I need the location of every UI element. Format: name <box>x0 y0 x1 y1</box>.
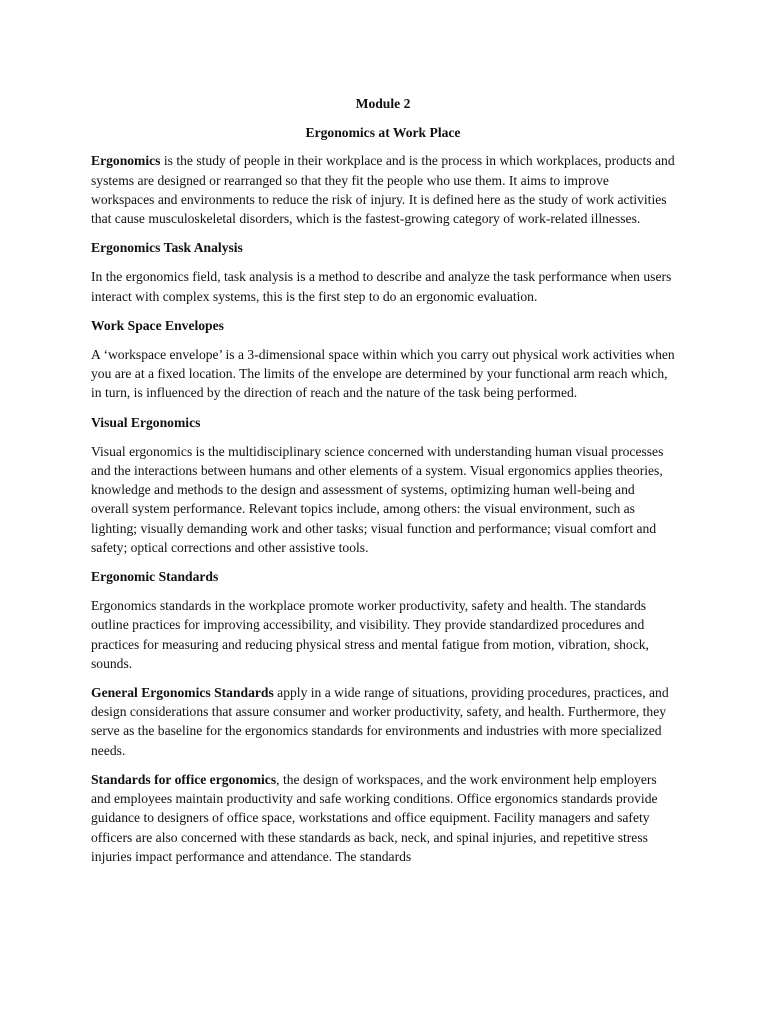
document-title: Ergonomics at Work Place <box>305 125 461 141</box>
intro-paragraph <box>91 151 675 228</box>
general-standards-lead-term: General Ergonomics Standards <box>91 685 274 701</box>
work-space-heading: Work Space Envelopes <box>91 317 224 333</box>
intro-lead-term: Ergonomics <box>91 153 161 169</box>
document-body <box>91 94 675 876</box>
ergonomic-standards-paragraph: Ergonomics standards in the workplace promote worker productivity, safety and health. The standards outline practices for improving accessibility, and visibility. They provide standardized procedures and practices for measuring and reducing physical stress and mental fatigue from motion, vibration, shock, sounds. <box>91 598 649 671</box>
visual-ergonomics-heading: Visual Ergonomics <box>91 414 201 430</box>
ergonomic-standards-heading: Ergonomic Standards <box>91 569 219 585</box>
work-space-paragraph: A ‘workspace envelope’ is a 3-dimensional space within which you carry out physical work activities when you are at a fixed location. The limits of the envelope are determined by your functional arm reach which, in turn, is influenced by the direction of reach and the nature of the task being performed. <box>91 347 675 401</box>
office-standards-paragraph <box>91 770 675 866</box>
general-standards-paragraph <box>91 683 675 760</box>
module-label: Module 2 <box>355 96 411 111</box>
intro-text: is the study of people in their workplace and is the process in which workplaces, products and systems are designed or rearranged so that they fit the people who use them. It aims to improve workspaces and environments to reduce the risk of injury. It is defined here as the study of work activities that cause musculoskeletal disorders, which is the fastest-growing category of work-related illnesses. <box>91 153 675 227</box>
task-analysis-paragraph: In the ergonomics field, task analysis is a method to describe and analyze the task performance when users interact with complex systems, this is the first step to do an ergonomic evaluation. <box>91 269 672 304</box>
general-standards-text: apply in a wide range of situations, providing procedures, practices, and design considerations that assure consumer and worker productivity, safety, and health. Furthermore, they serve as the baseline for the ergonomics standards for environments and industries with more specialized needs. <box>91 685 669 758</box>
task-analysis-heading: Ergonomics Task Analysis <box>91 240 243 256</box>
office-standards-text: , the design of workspaces, and the work environment help employers and employees maintain productivity and safe working conditions. Office ergonomics standards provide guidance to designers of office space, workstations and office equipment. Facility managers and safety officers are also concerned with these standards as back, neck, and spinal injuries, and repetitive stress injuries impact performance and attendance. The standards <box>91 771 658 864</box>
visual-ergonomics-paragraph: Visual ergonomics is the multidisciplinary science concerned with understanding human visual processes and the interactions between humans and other elements of a system. Visual ergonomics applies theories, knowledge and methods to the design and assessment of systems, optimizing human well-being and overall system performance. Relevant topics include, among others: the visual environment, such as lighting; visually demanding work and other tasks; visual function and performance; visual comfort and safety; optical corrections and other assistive tools. <box>91 443 664 555</box>
office-standards-lead-term: Standards for office ergonomics <box>91 771 277 787</box>
